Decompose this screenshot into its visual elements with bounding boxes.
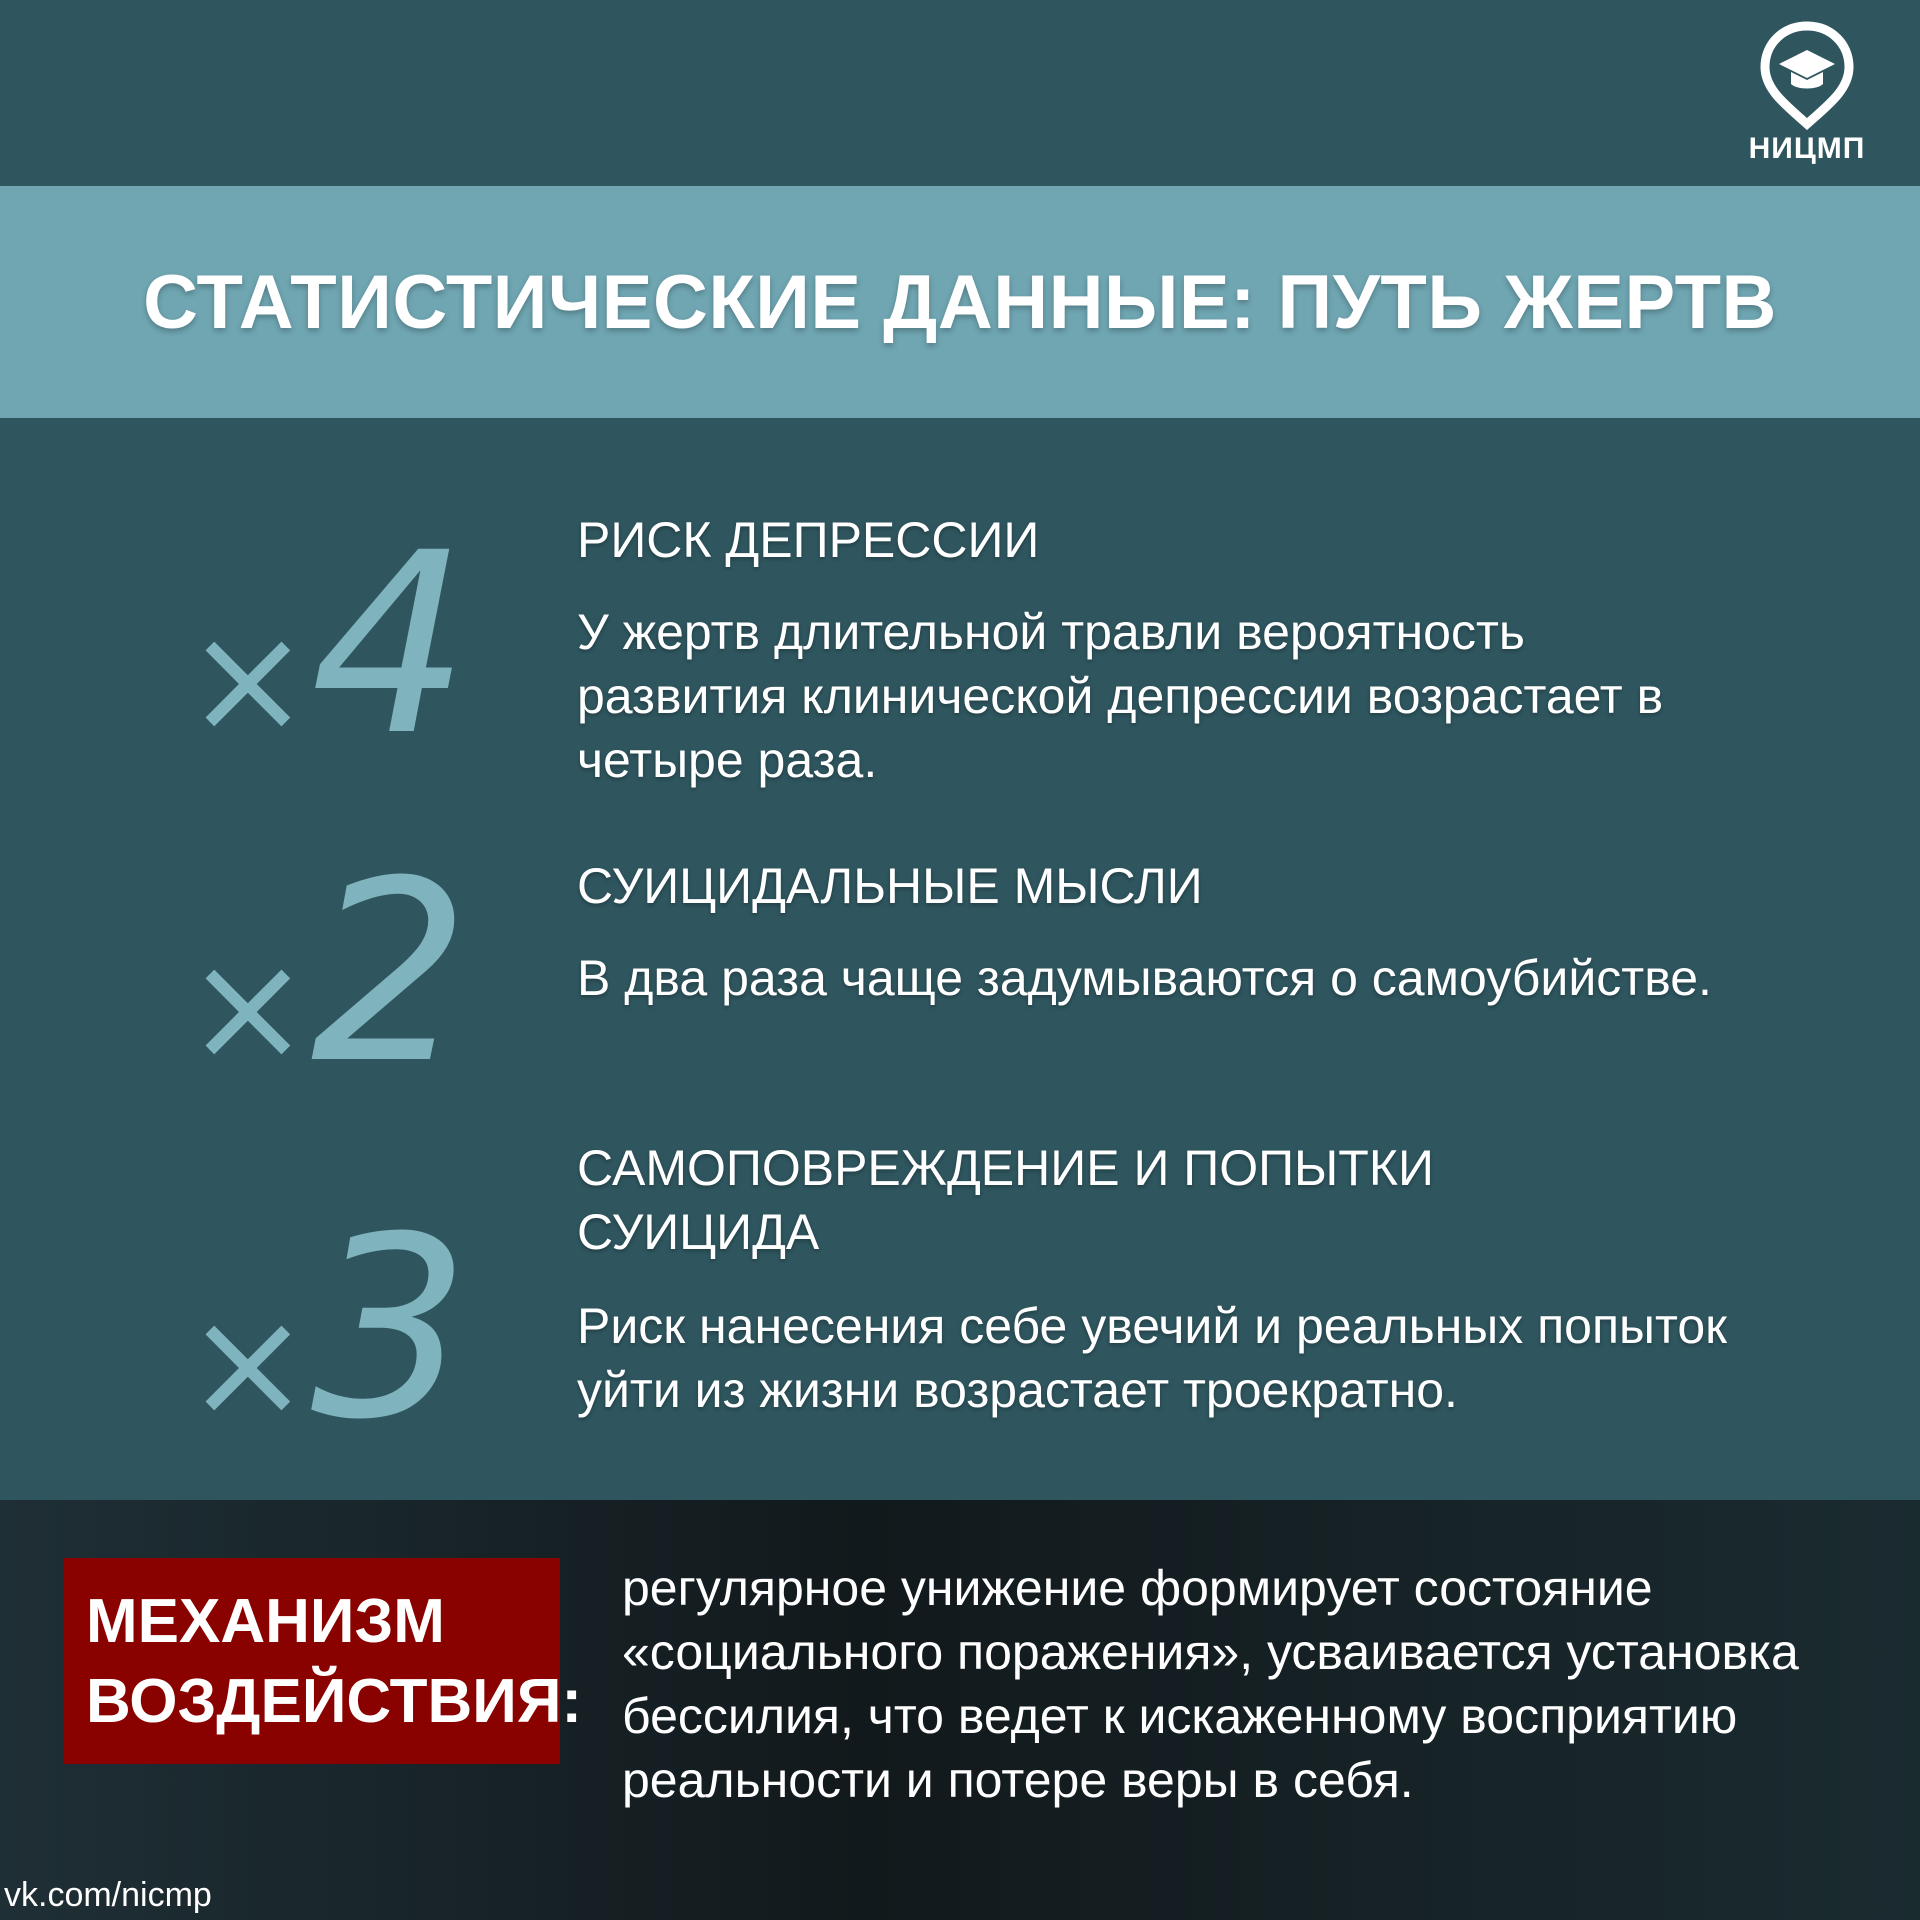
title-band [0, 186, 1920, 418]
stat-heading-self-harm: САМОПОВРЕЖДЕНИЕ И ПОПЫТКИ СУИЦИДА [577, 1140, 1434, 1260]
multiplier-x2 [185, 827, 525, 1118]
stat-body-depression: У жертв длительной травли вероятность развития клинической депрессии возрастает в четыре раза. [577, 604, 1664, 788]
stat-heading-suicidal-thoughts: СУИЦИДАЛЬНЫЕ МЫСЛИ [577, 858, 1203, 914]
multiplier-value: 2 [310, 827, 470, 1118]
multiplier-sign: × [185, 921, 311, 1095]
stat-body-suicidal-thoughts: В два раза чаще задумываются о самоубийстве. [577, 950, 1712, 1006]
multiplier-x3 [185, 1183, 525, 1474]
stat-heading-depression: РИСК ДЕПРЕССИИ [577, 512, 1040, 568]
mechanism-text: регулярное унижение формирует состояние «социального поражения», усваивается установка бессилия, что ведет к искаженному восприятию реальности и потере веры в себя. [622, 1560, 1799, 1808]
mechanism-label: МЕХАНИЗМ ВОЗДЕЙСТВИЯ: [64, 1558, 560, 1764]
graduation-cap-pin-icon [1757, 20, 1857, 130]
logo [1732, 20, 1882, 170]
footer-link[interactable]: vk.com/nicmp [4, 1876, 212, 1914]
multiplier-sign: × [185, 593, 311, 767]
multiplier-value: 3 [310, 1183, 470, 1474]
page-title: СТАТИСТИЧЕСКИЕ ДАННЫЕ: ПУТЬ ЖЕРТВ [143, 259, 1777, 345]
stat-body-self-harm: Риск нанесения себе увечий и реальных попыток уйти из жизни возрастает троекратно. [577, 1298, 1727, 1418]
multiplier-value: 4 [310, 499, 470, 790]
multiplier-x4 [185, 499, 525, 790]
logo-text: НИЦМП [1748, 132, 1866, 165]
multiplier-sign: × [185, 1277, 311, 1451]
